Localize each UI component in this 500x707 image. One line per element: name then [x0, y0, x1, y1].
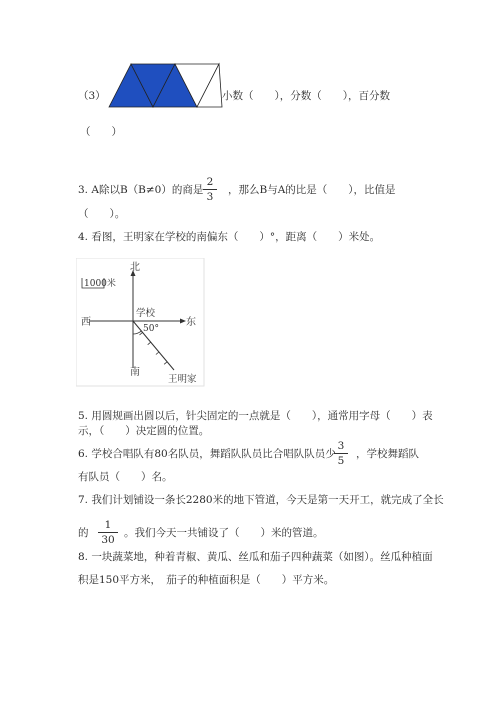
label-south: 南: [130, 367, 140, 378]
subquestion-text: 小数（ ），分数（ ），百分数: [222, 90, 390, 102]
triangle-strip-figure: [106, 62, 224, 110]
scale-label: 1000米: [84, 279, 116, 289]
question-6-text: 6. 学校合唱队有80名队员，舞蹈队队员比合唱队队员少: [78, 448, 336, 460]
map-border: [76, 258, 204, 386]
question-6-text-post: ，学校舞蹈队: [356, 448, 419, 460]
route-ticks: [140, 332, 168, 364]
question-3-text-post: ，那么B与A的比是（ ），比值是: [228, 184, 396, 196]
question-7-pre: 的: [78, 527, 89, 539]
question-7-post: 。我们今天一共铺设了（ ）米的管道。: [124, 527, 324, 539]
angle-arc: [133, 331, 141, 334]
direction-map: [76, 258, 206, 388]
question-7-line-1: 7. 我们计划铺设一条长2280米的地下管道，今天是第一天开工，就完成了全长: [78, 494, 444, 506]
label-north: 北: [130, 262, 140, 273]
fraction-1-30: 1 30: [98, 519, 118, 546]
question-4-text: 4. 看图，王明家在学校的南偏东（ ）°，距离（ ）米处。: [78, 231, 381, 243]
question-6-line-2: 有队员（ ）名。: [78, 471, 173, 483]
question-3-continuation: （ ）。: [78, 208, 126, 220]
question-8-line-1: 8. 一块蔬菜地，种着青椒、黄瓜、丝瓜和茄子四种蔬菜（如图）。丝瓜种植面: [78, 551, 433, 563]
subquestion-number: （3）: [78, 90, 106, 102]
question-8-line-2: 积是150平方米， 茄子的种植面积是（ ）平方米。: [78, 574, 335, 586]
subquestion-continuation: （ ）: [80, 126, 122, 138]
label-home: 王明家: [168, 374, 197, 385]
question-5-line-1: 5. 用圆规画出圆以后，针尖固定的一点就是（ ），通常用字母（ ）表: [78, 410, 433, 422]
label-school: 学校: [136, 308, 156, 319]
label-west: 西: [81, 317, 91, 328]
fraction-2-3: 2 3: [203, 176, 217, 203]
label-east: 东: [186, 317, 196, 328]
label-angle: 50°: [143, 324, 159, 334]
question-5-line-2: 示，（ ）决定圆的位置。: [78, 425, 210, 437]
fraction-3-5: 3 5: [334, 440, 348, 467]
question-3-text: 3. A除以B（B≠0）的商是: [78, 184, 204, 196]
